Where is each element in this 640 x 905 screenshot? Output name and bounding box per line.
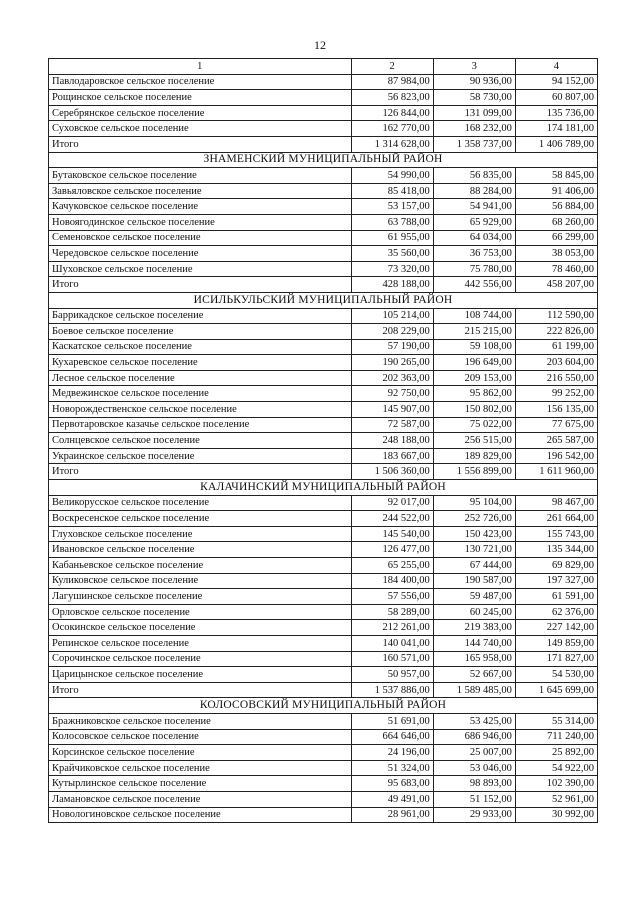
value-col-2: 65 255,00 bbox=[351, 558, 433, 574]
value-col-3: 1 358 737,00 bbox=[433, 136, 515, 152]
value-col-4: 61 199,00 bbox=[515, 339, 597, 355]
value-col-4: 69 829,00 bbox=[515, 558, 597, 574]
settlement-name: Куликовское сельское поселение bbox=[49, 573, 352, 589]
value-col-3: 60 245,00 bbox=[433, 604, 515, 620]
value-col-3: 52 667,00 bbox=[433, 667, 515, 683]
settlement-name: Солнцевское сельское поселение bbox=[49, 433, 352, 449]
settlement-name: Украинское сельское поселение bbox=[49, 448, 352, 464]
value-col-4: 58 845,00 bbox=[515, 168, 597, 184]
district-title: КОЛОСОВСКИЙ МУНИЦИПАЛЬНЫЙ РАЙОН bbox=[49, 698, 598, 714]
total-row bbox=[49, 277, 598, 293]
value-col-2: 85 418,00 bbox=[351, 183, 433, 199]
value-col-3: 29 933,00 bbox=[433, 807, 515, 823]
value-col-4: 156 135,00 bbox=[515, 402, 597, 418]
value-col-3: 1 556 899,00 bbox=[433, 464, 515, 480]
settlement-name: Рощинское сельское поселение bbox=[49, 90, 352, 106]
value-col-4: 38 053,00 bbox=[515, 246, 597, 262]
value-col-2: 24 196,00 bbox=[351, 745, 433, 761]
settlement-name: Ивановское сельское поселение bbox=[49, 542, 352, 558]
value-col-2: 126 477,00 bbox=[351, 542, 433, 558]
value-col-3: 209 153,00 bbox=[433, 370, 515, 386]
settlement-name: Новорождественское сельское поселение bbox=[49, 402, 352, 418]
value-col-3: 108 744,00 bbox=[433, 308, 515, 324]
table-row bbox=[49, 651, 598, 667]
value-col-2: 61 955,00 bbox=[351, 230, 433, 246]
value-col-4: 1 611 960,00 bbox=[515, 464, 597, 480]
settlement-name: Кабаньевское сельское поселение bbox=[49, 558, 352, 574]
settlement-name: Качуковское сельское поселение bbox=[49, 199, 352, 215]
value-col-3: 53 425,00 bbox=[433, 713, 515, 729]
value-col-4: 149 859,00 bbox=[515, 635, 597, 651]
value-col-2: 35 560,00 bbox=[351, 246, 433, 262]
header-row bbox=[49, 59, 598, 75]
table-row bbox=[49, 90, 598, 106]
settlement-name: Первотаровское казачье сельское поселение bbox=[49, 417, 352, 433]
value-col-2: 50 957,00 bbox=[351, 667, 433, 683]
value-col-4: 55 314,00 bbox=[515, 713, 597, 729]
table-row bbox=[49, 433, 598, 449]
value-col-3: 168 232,00 bbox=[433, 121, 515, 137]
settlement-name: Воскресенское сельское поселение bbox=[49, 511, 352, 527]
value-col-4: 98 467,00 bbox=[515, 495, 597, 511]
value-col-2: 183 667,00 bbox=[351, 448, 433, 464]
value-col-3: 252 726,00 bbox=[433, 511, 515, 527]
value-col-3: 58 730,00 bbox=[433, 90, 515, 106]
table-row bbox=[49, 230, 598, 246]
column-header: 2 bbox=[351, 59, 433, 75]
value-col-2: 160 571,00 bbox=[351, 651, 433, 667]
value-col-3: 95 104,00 bbox=[433, 495, 515, 511]
table-row bbox=[49, 635, 598, 651]
value-col-4: 91 406,00 bbox=[515, 183, 597, 199]
value-col-3: 130 721,00 bbox=[433, 542, 515, 558]
value-col-2: 212 261,00 bbox=[351, 620, 433, 636]
district-title: ЗНАМЕНСКИЙ МУНИЦИПАЛЬНЫЙ РАЙОН bbox=[49, 152, 598, 168]
settlement-name: Новологиновское сельское поселение bbox=[49, 807, 352, 823]
district-title: ИСИЛЬКУЛЬСКИЙ МУНИЦИПАЛЬНЫЙ РАЙОН bbox=[49, 292, 598, 308]
table-row bbox=[49, 745, 598, 761]
value-col-2: 72 587,00 bbox=[351, 417, 433, 433]
value-col-3: 64 034,00 bbox=[433, 230, 515, 246]
value-col-3: 196 649,00 bbox=[433, 355, 515, 371]
value-col-2: 28 961,00 bbox=[351, 807, 433, 823]
value-col-4: 227 142,00 bbox=[515, 620, 597, 636]
value-col-4: 711 240,00 bbox=[515, 729, 597, 745]
value-col-3: 56 835,00 bbox=[433, 168, 515, 184]
table-row bbox=[49, 246, 598, 262]
value-col-4: 30 992,00 bbox=[515, 807, 597, 823]
table-row bbox=[49, 402, 598, 418]
settlement-name: Корсинское сельское поселение bbox=[49, 745, 352, 761]
value-col-3: 190 587,00 bbox=[433, 573, 515, 589]
value-col-2: 126 844,00 bbox=[351, 105, 433, 121]
settlement-name: Сорочинское сельское поселение bbox=[49, 651, 352, 667]
settlement-name: Ламановское сельское поселение bbox=[49, 791, 352, 807]
value-col-2: 92 750,00 bbox=[351, 386, 433, 402]
value-col-4: 62 376,00 bbox=[515, 604, 597, 620]
value-col-2: 49 491,00 bbox=[351, 791, 433, 807]
value-col-2: 190 265,00 bbox=[351, 355, 433, 371]
settlement-name: Репинское сельское поселение bbox=[49, 635, 352, 651]
value-col-3: 51 152,00 bbox=[433, 791, 515, 807]
settlement-name: Медвежинское сельское поселение bbox=[49, 386, 352, 402]
district-heading-row bbox=[49, 480, 598, 496]
value-col-2: 244 522,00 bbox=[351, 511, 433, 527]
value-col-3: 150 423,00 bbox=[433, 526, 515, 542]
table-row bbox=[49, 214, 598, 230]
page-number: 12 bbox=[314, 38, 326, 52]
table-row bbox=[49, 386, 598, 402]
settlement-name: Кухаревское сельское поселение bbox=[49, 355, 352, 371]
value-col-4: 261 664,00 bbox=[515, 511, 597, 527]
district-heading-row bbox=[49, 292, 598, 308]
total-row bbox=[49, 682, 598, 698]
table-row bbox=[49, 526, 598, 542]
value-col-2: 202 363,00 bbox=[351, 370, 433, 386]
settlement-name: Итого bbox=[49, 682, 352, 698]
settlement-name: Лесное сельское поселение bbox=[49, 370, 352, 386]
value-col-3: 189 829,00 bbox=[433, 448, 515, 464]
value-col-4: 60 807,00 bbox=[515, 90, 597, 106]
value-col-2: 73 320,00 bbox=[351, 261, 433, 277]
table-row bbox=[49, 511, 598, 527]
budget-table bbox=[48, 58, 598, 823]
value-col-2: 58 289,00 bbox=[351, 604, 433, 620]
value-col-4: 52 961,00 bbox=[515, 791, 597, 807]
value-col-3: 215 215,00 bbox=[433, 324, 515, 340]
value-col-2: 145 540,00 bbox=[351, 526, 433, 542]
table-row bbox=[49, 667, 598, 683]
value-col-3: 88 284,00 bbox=[433, 183, 515, 199]
value-col-4: 1 406 789,00 bbox=[515, 136, 597, 152]
value-col-3: 90 936,00 bbox=[433, 74, 515, 90]
settlement-name: Каскатское сельское поселение bbox=[49, 339, 352, 355]
value-col-4: 222 826,00 bbox=[515, 324, 597, 340]
value-col-2: 51 324,00 bbox=[351, 760, 433, 776]
value-col-3: 131 099,00 bbox=[433, 105, 515, 121]
table-row bbox=[49, 760, 598, 776]
table-row bbox=[49, 713, 598, 729]
value-col-4: 94 152,00 bbox=[515, 74, 597, 90]
value-col-2: 1 506 360,00 bbox=[351, 464, 433, 480]
table-row bbox=[49, 183, 598, 199]
settlement-name: Итого bbox=[49, 277, 352, 293]
value-col-2: 56 823,00 bbox=[351, 90, 433, 106]
value-col-4: 66 299,00 bbox=[515, 230, 597, 246]
value-col-2: 1 537 886,00 bbox=[351, 682, 433, 698]
table-row bbox=[49, 355, 598, 371]
value-col-4: 171 827,00 bbox=[515, 651, 597, 667]
value-col-2: 1 314 628,00 bbox=[351, 136, 433, 152]
table-row bbox=[49, 776, 598, 792]
value-col-3: 67 444,00 bbox=[433, 558, 515, 574]
value-col-3: 65 929,00 bbox=[433, 214, 515, 230]
value-col-2: 57 190,00 bbox=[351, 339, 433, 355]
settlement-name: Серебрянское сельское поселение bbox=[49, 105, 352, 121]
settlement-name: Царицынское сельское поселение bbox=[49, 667, 352, 683]
value-col-2: 105 214,00 bbox=[351, 308, 433, 324]
value-col-2: 51 691,00 bbox=[351, 713, 433, 729]
value-col-2: 92 017,00 bbox=[351, 495, 433, 511]
value-col-2: 664 646,00 bbox=[351, 729, 433, 745]
settlement-name: Баррикадское сельское поселение bbox=[49, 308, 352, 324]
value-col-3: 95 862,00 bbox=[433, 386, 515, 402]
value-col-2: 184 400,00 bbox=[351, 573, 433, 589]
value-col-4: 68 260,00 bbox=[515, 214, 597, 230]
value-col-3: 144 740,00 bbox=[433, 635, 515, 651]
value-col-3: 150 802,00 bbox=[433, 402, 515, 418]
table-row bbox=[49, 791, 598, 807]
value-col-3: 54 941,00 bbox=[433, 199, 515, 215]
settlement-name: Глуховское сельское поселение bbox=[49, 526, 352, 542]
value-col-2: 208 229,00 bbox=[351, 324, 433, 340]
settlement-name: Бутаковское сельское поселение bbox=[49, 168, 352, 184]
table-row bbox=[49, 807, 598, 823]
value-col-3: 256 515,00 bbox=[433, 433, 515, 449]
table-row bbox=[49, 105, 598, 121]
value-col-4: 203 604,00 bbox=[515, 355, 597, 371]
table-row bbox=[49, 308, 598, 324]
settlement-name: Завьяловское сельское поселение bbox=[49, 183, 352, 199]
district-title: КАЛАЧИНСКИЙ МУНИЦИПАЛЬНЫЙ РАЙОН bbox=[49, 480, 598, 496]
value-col-2: 87 984,00 bbox=[351, 74, 433, 90]
value-col-4: 54 922,00 bbox=[515, 760, 597, 776]
value-col-3: 442 556,00 bbox=[433, 277, 515, 293]
table-row bbox=[49, 604, 598, 620]
value-col-4: 1 645 699,00 bbox=[515, 682, 597, 698]
settlement-name: Новоягодинское сельское поселение bbox=[49, 214, 352, 230]
value-col-3: 165 958,00 bbox=[433, 651, 515, 667]
value-col-3: 25 007,00 bbox=[433, 745, 515, 761]
settlement-name: Чередовское сельское поселение bbox=[49, 246, 352, 262]
table-row bbox=[49, 620, 598, 636]
table-row bbox=[49, 261, 598, 277]
settlement-name: Великорусское сельское поселение bbox=[49, 495, 352, 511]
settlement-name: Лагушинское сельское поселение bbox=[49, 589, 352, 605]
column-header: 3 bbox=[433, 59, 515, 75]
value-col-4: 174 181,00 bbox=[515, 121, 597, 137]
value-col-3: 53 046,00 bbox=[433, 760, 515, 776]
settlement-name: Кутырлинское сельское поселение bbox=[49, 776, 352, 792]
value-col-4: 265 587,00 bbox=[515, 433, 597, 449]
value-col-4: 135 344,00 bbox=[515, 542, 597, 558]
value-col-4: 61 591,00 bbox=[515, 589, 597, 605]
value-col-4: 78 460,00 bbox=[515, 261, 597, 277]
table-body bbox=[49, 59, 598, 823]
table-row bbox=[49, 448, 598, 464]
table-row bbox=[49, 573, 598, 589]
settlement-name: Бражниковское сельское поселение bbox=[49, 713, 352, 729]
value-col-2: 162 770,00 bbox=[351, 121, 433, 137]
settlement-name: Осокинское сельское поселение bbox=[49, 620, 352, 636]
district-heading-row bbox=[49, 698, 598, 714]
value-col-2: 54 990,00 bbox=[351, 168, 433, 184]
value-col-3: 75 780,00 bbox=[433, 261, 515, 277]
table-row bbox=[49, 495, 598, 511]
value-col-3: 1 589 485,00 bbox=[433, 682, 515, 698]
settlement-name: Итого bbox=[49, 136, 352, 152]
value-col-4: 135 736,00 bbox=[515, 105, 597, 121]
table-row bbox=[49, 121, 598, 137]
settlement-name: Суховское сельское поселение bbox=[49, 121, 352, 137]
total-row bbox=[49, 136, 598, 152]
value-col-4: 56 884,00 bbox=[515, 199, 597, 215]
table-row bbox=[49, 542, 598, 558]
table-row bbox=[49, 417, 598, 433]
value-col-4: 196 542,00 bbox=[515, 448, 597, 464]
value-col-3: 75 022,00 bbox=[433, 417, 515, 433]
table-row bbox=[49, 199, 598, 215]
table-row bbox=[49, 74, 598, 90]
column-header: 1 bbox=[49, 59, 352, 75]
value-col-2: 140 041,00 bbox=[351, 635, 433, 651]
value-col-3: 36 753,00 bbox=[433, 246, 515, 262]
table-row bbox=[49, 370, 598, 386]
value-col-2: 248 188,00 bbox=[351, 433, 433, 449]
value-col-2: 57 556,00 bbox=[351, 589, 433, 605]
table-row bbox=[49, 324, 598, 340]
district-heading-row bbox=[49, 152, 598, 168]
value-col-3: 59 108,00 bbox=[433, 339, 515, 355]
table-row bbox=[49, 729, 598, 745]
settlement-name: Колосовское сельское поселение bbox=[49, 729, 352, 745]
value-col-4: 25 892,00 bbox=[515, 745, 597, 761]
value-col-4: 77 675,00 bbox=[515, 417, 597, 433]
value-col-2: 145 907,00 bbox=[351, 402, 433, 418]
value-col-2: 63 788,00 bbox=[351, 214, 433, 230]
settlement-name: Семеновское сельское поселение bbox=[49, 230, 352, 246]
settlement-name: Боевое сельское поселение bbox=[49, 324, 352, 340]
value-col-3: 219 383,00 bbox=[433, 620, 515, 636]
value-col-3: 686 946,00 bbox=[433, 729, 515, 745]
value-col-4: 155 743,00 bbox=[515, 526, 597, 542]
value-col-2: 53 157,00 bbox=[351, 199, 433, 215]
value-col-4: 458 207,00 bbox=[515, 277, 597, 293]
settlement-name: Шуховское сельское поселение bbox=[49, 261, 352, 277]
table-row bbox=[49, 558, 598, 574]
settlement-name: Павлодаровское сельское поселение bbox=[49, 74, 352, 90]
value-col-4: 112 590,00 bbox=[515, 308, 597, 324]
value-col-3: 98 893,00 bbox=[433, 776, 515, 792]
value-col-3: 59 487,00 bbox=[433, 589, 515, 605]
settlement-name: Крайчиковское сельское поселение bbox=[49, 760, 352, 776]
settlement-name: Итого bbox=[49, 464, 352, 480]
column-header: 4 bbox=[515, 59, 597, 75]
table-row bbox=[49, 339, 598, 355]
total-row bbox=[49, 464, 598, 480]
value-col-4: 54 530,00 bbox=[515, 667, 597, 683]
value-col-4: 102 390,00 bbox=[515, 776, 597, 792]
value-col-4: 216 550,00 bbox=[515, 370, 597, 386]
value-col-2: 428 188,00 bbox=[351, 277, 433, 293]
value-col-4: 197 327,00 bbox=[515, 573, 597, 589]
settlement-name: Орловское сельское поселение bbox=[49, 604, 352, 620]
value-col-4: 99 252,00 bbox=[515, 386, 597, 402]
table-row bbox=[49, 168, 598, 184]
value-col-2: 95 683,00 bbox=[351, 776, 433, 792]
table-row bbox=[49, 589, 598, 605]
